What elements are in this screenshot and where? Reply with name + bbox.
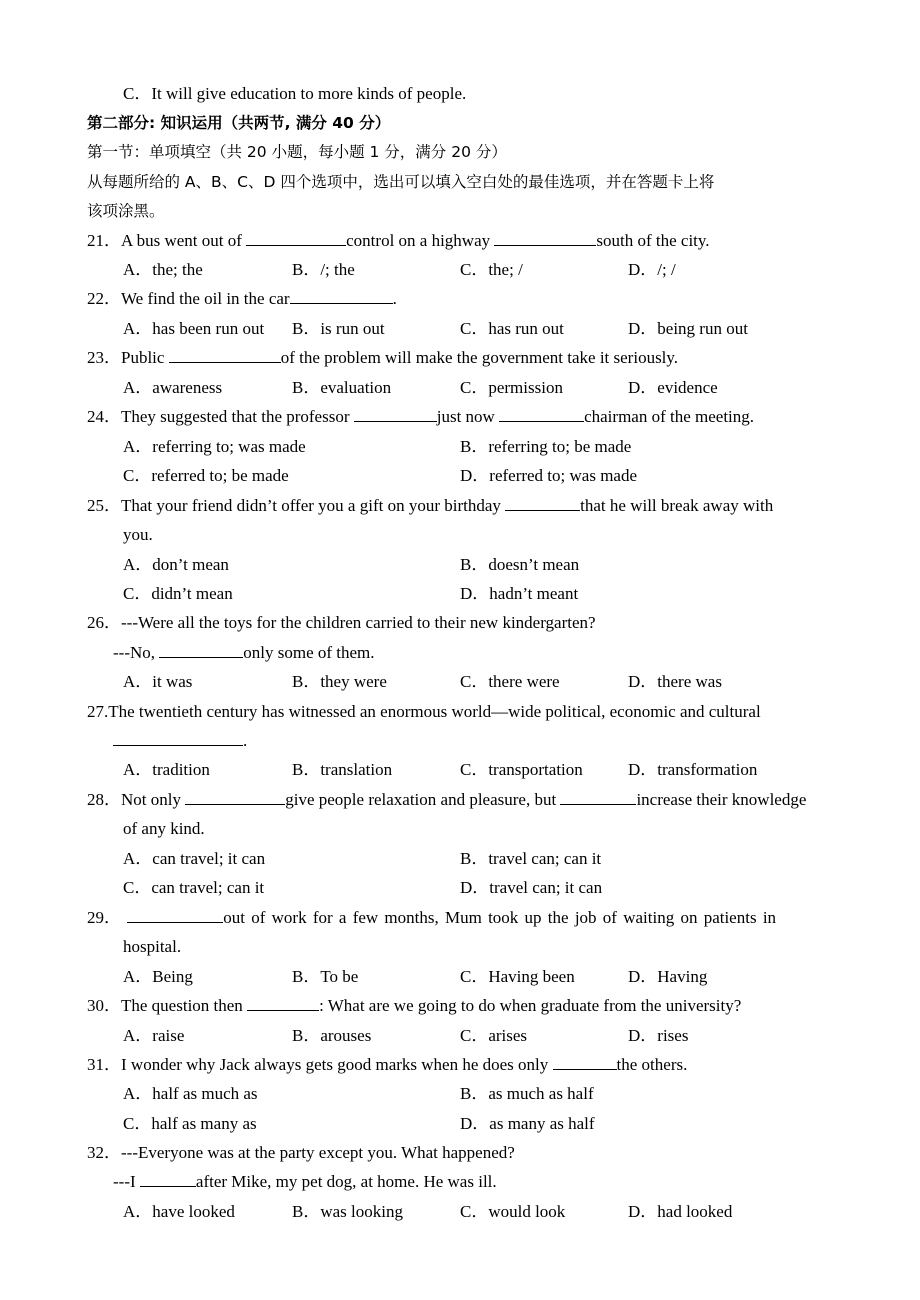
- option-d: D．transformation: [628, 760, 758, 779]
- reply-text: ---No,: [113, 643, 160, 662]
- option-d: D．hadn’t meant: [460, 584, 579, 603]
- question-number: 25．: [87, 496, 121, 515]
- answer-blank: [140, 1171, 196, 1187]
- option-a: A．raise: [123, 1026, 185, 1045]
- option-a: A．tradition: [123, 760, 210, 779]
- option-b: B．evaluation: [292, 378, 392, 397]
- question-continuation: you.: [123, 525, 153, 544]
- answer-blank: [113, 730, 243, 746]
- question-32: [87, 1142, 515, 1164]
- question-28: [87, 789, 806, 811]
- subsection-title: 第一节：单项填空（共 20 小题，每小题 1 分，满分 20 分）: [87, 143, 507, 161]
- question-text: that he will break away with: [580, 496, 774, 515]
- question-text: the others.: [616, 1055, 688, 1074]
- option-d: D．/; /: [628, 260, 676, 279]
- answer-blank: [553, 1054, 617, 1070]
- question-number: 30．: [87, 996, 121, 1015]
- option-a: A．can travel; it can: [123, 849, 266, 868]
- question-number: 24．: [87, 407, 121, 426]
- question-number: 29．: [87, 908, 121, 927]
- question-text: The twentieth century has witnessed an enormous world—wide political, economic and cultural: [108, 702, 761, 721]
- answer-blank: [505, 495, 580, 511]
- answer-blank: [159, 642, 243, 658]
- option-c: C．would look: [460, 1202, 566, 1221]
- reply-text: ---I: [113, 1172, 140, 1191]
- question-continuation: hospital.: [123, 937, 182, 956]
- option-b: B．doesn’t mean: [460, 555, 580, 574]
- option-d: D．referred to; was made: [460, 466, 638, 485]
- question-text: control on a highway: [346, 231, 495, 250]
- question-30: [87, 995, 741, 1017]
- dialogue-reply: [113, 1171, 497, 1193]
- question-number: 27.: [87, 702, 109, 721]
- question-21: [87, 230, 710, 252]
- option-b: B．was looking: [292, 1202, 403, 1221]
- answer-blank: [169, 347, 281, 363]
- option-c: C．can travel; can it: [123, 878, 265, 897]
- option-c: C．has run out: [460, 319, 564, 338]
- question-text: That your friend didn’t offer you a gift on your birthday: [121, 496, 506, 515]
- question-text: chairman of the meeting.: [584, 407, 755, 426]
- dialogue-reply: [113, 642, 375, 664]
- question-text: just now: [436, 407, 500, 426]
- question-text: Not only: [121, 790, 186, 809]
- question-continuation: of any kind.: [123, 819, 205, 838]
- answer-blank: [247, 995, 319, 1011]
- option-b: B．is run out: [292, 319, 385, 338]
- answer-blank: [499, 406, 584, 422]
- option-a: A．referring to; was made: [123, 437, 306, 456]
- option-c: C．arises: [460, 1026, 528, 1045]
- question-number: 28．: [87, 790, 121, 809]
- instruction-line-2: 该项涂黑。: [87, 202, 165, 220]
- question-text: south of the city.: [596, 231, 710, 250]
- question-text: I wonder why Jack always gets good marks when he does only: [121, 1055, 553, 1074]
- option-d: D．there was: [628, 672, 722, 691]
- instruction-line-1: 从每题所给的 A、B、C、D 四个选项中，选出可以填入空白处的最佳选项，并在答题卡上将: [87, 173, 715, 191]
- option-c: C．half as many as: [123, 1114, 257, 1133]
- question-text: of the problem will make the government take it seriously.: [280, 348, 679, 367]
- question-22: [87, 288, 397, 310]
- question-27: [87, 701, 761, 723]
- option-d: D．had looked: [628, 1202, 733, 1221]
- option-c: C．referred to; be made: [123, 466, 289, 485]
- answer-blank: [185, 789, 285, 805]
- option-d: D．being run out: [628, 319, 748, 338]
- option-b: B．referring to; be made: [460, 437, 632, 456]
- option-c: C．the; /: [460, 260, 523, 279]
- option-a: A．the; the: [123, 260, 203, 279]
- option-d: D．as many as half: [460, 1114, 595, 1133]
- answer-blank: [246, 230, 346, 246]
- answer-blank: [127, 907, 223, 923]
- question-number: 31．: [87, 1055, 121, 1074]
- question-text: A bus went out of: [121, 231, 247, 250]
- question-text: .: [243, 731, 248, 750]
- option-d: D．rises: [628, 1026, 689, 1045]
- option-c: C．didn’t mean: [123, 584, 233, 603]
- option-a: A．has been run out: [123, 319, 265, 338]
- question-text: give people relaxation and pleasure, but: [285, 790, 561, 809]
- answer-blank: [290, 288, 393, 304]
- reply-text: only some of them.: [243, 643, 375, 662]
- question-text: : What are we going to do when graduate from the university?: [319, 996, 742, 1015]
- part-title: 第二部分: 知识运用（共两节, 满分 40 分）: [87, 114, 391, 132]
- option-a: A．half as much as: [123, 1084, 258, 1103]
- question-29: [87, 907, 776, 929]
- option-d: D．Having: [628, 967, 708, 986]
- question-continuation: [113, 730, 247, 752]
- previous-question-option-c: C．It will give education to more kinds of people.: [123, 84, 467, 103]
- option-a: A．don’t mean: [123, 555, 229, 574]
- option-a: A．have looked: [123, 1202, 235, 1221]
- option-d: D．travel can; it can: [460, 878, 603, 897]
- option-b: B．as much as half: [460, 1084, 594, 1103]
- option-c: C．Having been: [460, 967, 575, 986]
- question-number: 26．: [87, 613, 121, 632]
- question-number: 32．: [87, 1143, 121, 1162]
- question-number: 23．: [87, 348, 121, 367]
- question-26: [87, 612, 596, 634]
- reply-text: after Mike, my pet dog, at home. He was ill.: [195, 1172, 497, 1191]
- option-c: C．permission: [460, 378, 563, 397]
- question-23: [87, 347, 678, 369]
- option-a: A．awareness: [123, 378, 223, 397]
- answer-blank: [354, 406, 437, 422]
- option-b: B．they were: [292, 672, 387, 691]
- option-a: A．Being: [123, 967, 193, 986]
- option-d: D．evidence: [628, 378, 718, 397]
- question-31: [87, 1054, 687, 1076]
- answer-blank: [560, 789, 636, 805]
- option-b: B．travel can; can it: [460, 849, 602, 868]
- question-text: out of work for a few months, Mum took up the job of waiting on patients in: [223, 908, 777, 927]
- question-24: [87, 406, 754, 428]
- question-text: The question then: [121, 996, 248, 1015]
- question-text: Public: [121, 348, 169, 367]
- question-text: We find the oil in the car: [121, 289, 290, 308]
- question-number: 21．: [87, 231, 121, 250]
- option-c: C．there were: [460, 672, 560, 691]
- option-b: B．To be: [292, 967, 359, 986]
- question-text: increase their knowledge: [636, 790, 807, 809]
- question-text: ---Everyone was at the party except you. What happened?: [121, 1143, 515, 1162]
- option-b: B．arouses: [292, 1026, 372, 1045]
- answer-blank: [494, 230, 596, 246]
- question-text: .: [392, 289, 397, 308]
- option-c: C．transportation: [460, 760, 583, 779]
- option-b: B．/; the: [292, 260, 355, 279]
- option-a: A．it was: [123, 672, 193, 691]
- question-text: They suggested that the professor: [121, 407, 354, 426]
- question-text: ---Were all the toys for the children carried to their new kindergarten?: [121, 613, 596, 632]
- option-b: B．translation: [292, 760, 393, 779]
- question-25: [87, 495, 773, 517]
- question-number: 22．: [87, 289, 121, 308]
